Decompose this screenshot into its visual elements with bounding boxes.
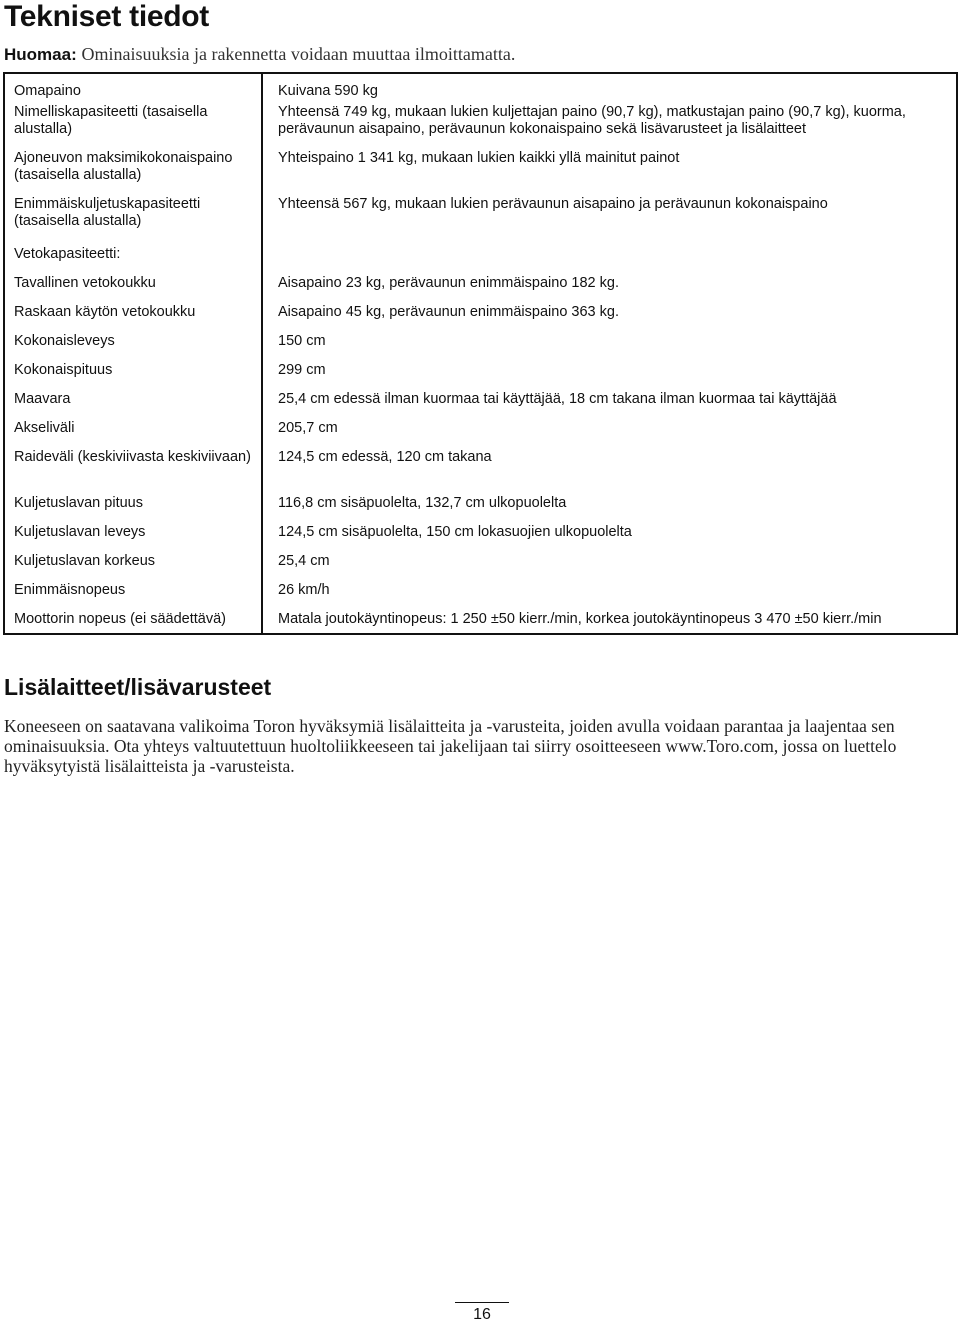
spec-value-omapaino: Kuivana 590 kg — [278, 83, 378, 99]
spec-value-kuljetuslavan-pituus: 116,8 cm sisäpuolelta, 132,7 cm ulkopuolelta — [278, 495, 567, 511]
spec-value-raskaan-kaytton-vetokoukku: Aisapaino 45 kg, perävaunun enimmäispaino 363 kg. — [278, 304, 619, 320]
spec-label-kuljetuslavan-leveys: Kuljetuslavan leveys — [4, 518, 262, 547]
table-row — [4, 269, 957, 298]
spec-value-moottorin-nopeus: Matala joutokäyntinopeus: 1 250 ±50 kierr./min, korkea joutokäyntinopeus 3 470 ±50 kierr./min — [278, 611, 882, 627]
spec-label-maksimikokonaispaino: Ajoneuvon maksimikokonaispaino (tasaisella alustalla) — [4, 148, 262, 194]
spec-label-moottorin-nopeus: Moottorin nopeus (ei säädettävä) — [4, 605, 262, 634]
spec-value-kuljetuslavan-leveys: 124,5 cm sisäpuolelta, 150 cm lokasuojien ulkopuolelta — [278, 524, 632, 540]
spec-value-akselivali: 205,7 cm — [278, 420, 338, 436]
spec-label-nimelliskapasiteetti: Nimelliskapasiteetti (tasaisella alustalla) — [4, 102, 262, 148]
table-row — [4, 385, 957, 414]
spec-value-kokonaispituus: 299 cm — [278, 362, 326, 378]
spec-label-kokonaisleveys: Kokonaisleveys — [4, 327, 262, 356]
table-row — [4, 102, 957, 148]
spec-value-nimelliskapasiteetti: Yhteensä 749 kg, mukaan lukien kuljettajan paino (90,7 kg), matkustajan paino (90,7 kg), kuorma, perävaunun aisapaino, perävaunun kokonaispaino sekä lisävarusteet ja lisälaitteet — [278, 104, 906, 137]
table-row — [4, 414, 957, 443]
spec-label-raidevali: Raideväli (keskiviivasta keskiviivaan) — [4, 443, 262, 489]
spec-value-tavallinen-vetokoukku: Aisapaino 23 kg, perävaunun enimmäispaino 182 kg. — [278, 275, 619, 291]
page-title: Tekniset tiedot — [4, 0, 209, 33]
section-title-accessories: Lisälaitteet/lisävarusteet — [4, 674, 272, 700]
spec-value-kuljetuslavan-korkeus: 25,4 cm — [278, 553, 330, 569]
spec-label-maavara: Maavara — [4, 385, 262, 414]
spec-label-raskaan-kaytton-vetokoukku: Raskaan käytön vetokoukku — [4, 298, 262, 327]
table-row — [4, 576, 957, 605]
page-number: 16 — [473, 1306, 491, 1323]
spec-value-raidevali: 124,5 cm edessä, 120 cm takana — [278, 449, 492, 465]
table-row — [4, 518, 957, 547]
table-row — [4, 194, 957, 240]
spec-value-kokonaisleveys: 150 cm — [278, 333, 326, 349]
spec-label-omapaino: Omapaino — [4, 73, 262, 102]
table-row — [4, 148, 957, 194]
table-row — [4, 327, 957, 356]
note-label: Huomaa: — [4, 45, 77, 64]
table-row — [4, 489, 957, 518]
table-row — [4, 298, 957, 327]
spec-label-kuljetuslavan-pituus: Kuljetuslavan pituus — [4, 489, 262, 518]
table-row — [4, 547, 957, 576]
spec-label-kuljetuslavan-korkeus: Kuljetuslavan korkeus — [4, 547, 262, 576]
table-row — [4, 356, 957, 385]
table-row — [4, 605, 957, 634]
spec-value-vetokapasiteetti — [262, 240, 957, 269]
spec-label-enimmaisnopeus: Enimmäisnopeus — [4, 576, 262, 605]
spec-label-kokonaispituus: Kokonaispituus — [4, 356, 262, 385]
spec-value-maavara: 25,4 cm edessä ilman kuormaa tai käyttäjää, 18 cm takana ilman kuormaa tai käyttäjää — [278, 391, 837, 407]
table-row — [4, 240, 957, 269]
note — [4, 44, 515, 65]
note-text: Ominaisuuksia ja rakennetta voidaan muuttaa ilmoittamatta. — [81, 44, 516, 64]
spec-value-enimmaisnopeus: 26 km/h — [278, 582, 330, 598]
page-number-rule — [455, 1302, 509, 1303]
table-row — [4, 443, 957, 489]
accessories-paragraph: Koneeseen on saatavana valikoima Toron hyväksymiä lisälaitteita ja -varusteita, joiden avulla voidaan parantaa ja laajentaa sen ominaisuuksia. Ota yhteys valtuutettuun huoltoliikkeeseen tai jakelijaan tai siirry osoitteeseen www.Toro.com, jossa on luettelo hyväksytyistä lisälaitteista ja -varusteista. — [4, 716, 897, 776]
spec-value-kuljetuskapasiteetti: Yhteensä 567 kg, mukaan lukien perävaunun aisapaino ja perävaunun kokonaispaino — [278, 196, 828, 212]
table-row — [4, 73, 957, 102]
spec-label-vetokapasiteetti: Vetokapasiteetti: — [4, 240, 262, 269]
spec-value-maksimikokonaispaino: Yhteispaino 1 341 kg, mukaan lukien kaikki yllä mainitut painot — [278, 150, 680, 166]
spec-table — [3, 72, 958, 635]
spec-label-tavallinen-vetokoukku: Tavallinen vetokoukku — [4, 269, 262, 298]
spec-label-kuljetuskapasiteetti: Enimmäiskuljetuskapasiteetti (tasaisella alustalla) — [4, 194, 262, 240]
spec-label-akselivali: Akseliväli — [4, 414, 262, 443]
